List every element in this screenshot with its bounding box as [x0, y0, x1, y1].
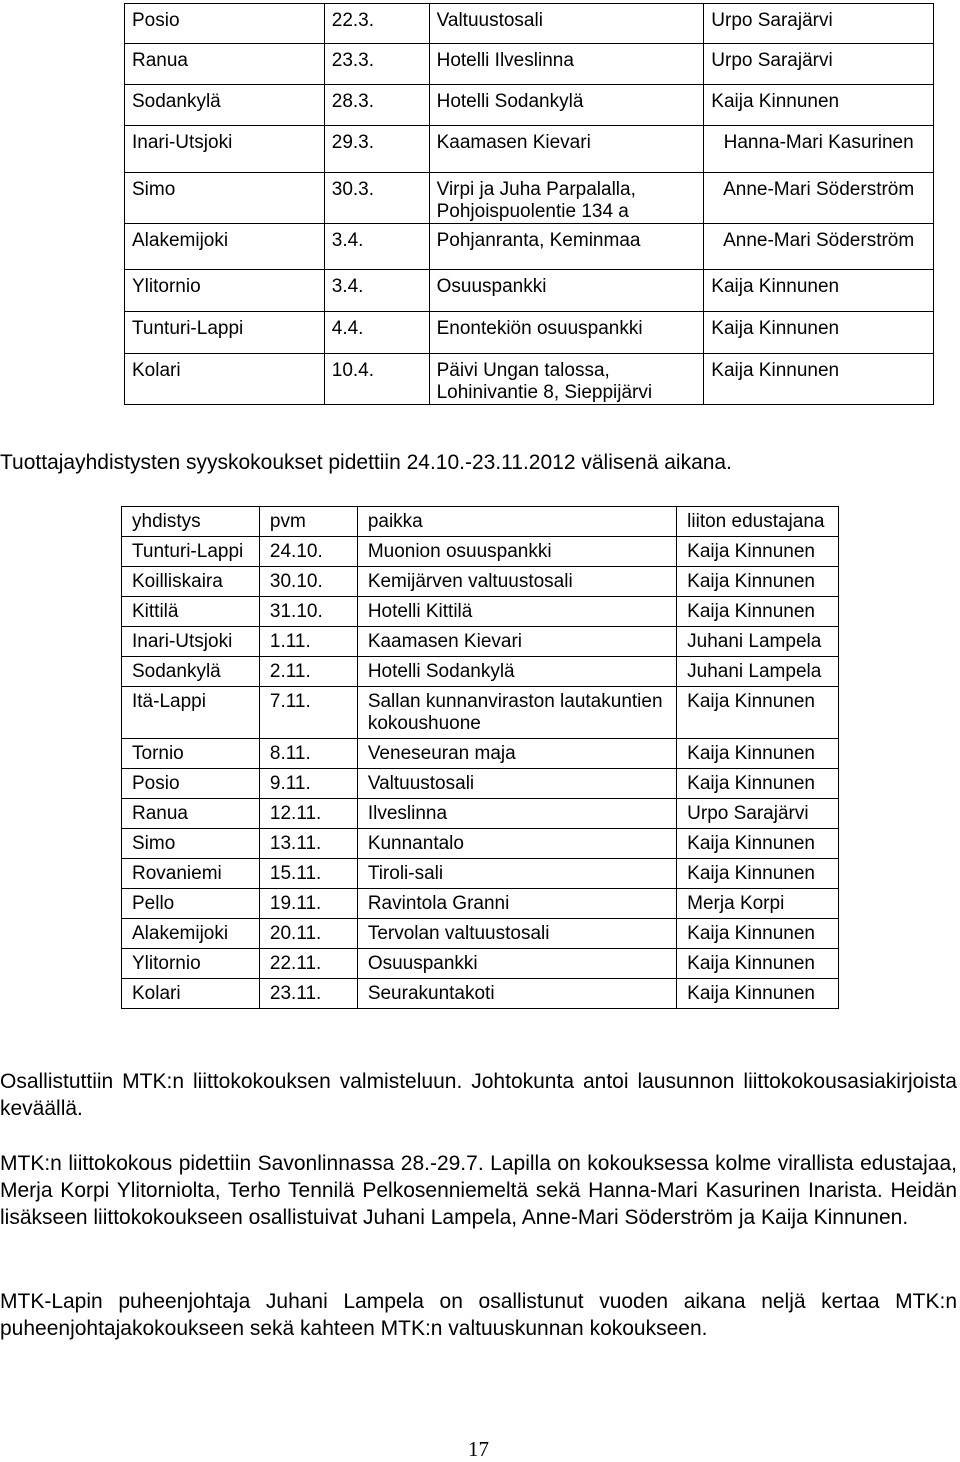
- table-cell: Kolari: [125, 354, 325, 405]
- table-cell: Anne-Mari Söderström: [704, 224, 934, 270]
- table-cell: Tornio: [122, 739, 260, 769]
- table-cell: Merja Korpi: [677, 889, 839, 919]
- table-cell: Alakemijoki: [125, 224, 325, 270]
- table-row: [125, 224, 934, 270]
- table-cell: 2.11.: [259, 657, 357, 687]
- table-cell: 23.3.: [324, 44, 429, 85]
- table-cell: 10.4.: [324, 354, 429, 405]
- table-cell: 31.10.: [259, 597, 357, 627]
- table-cell: Kaija Kinnunen: [677, 687, 839, 739]
- table-cell: Virpi ja Juha Parpalalla, Pohjoispuolentie 134 a: [429, 173, 704, 224]
- table-row: [122, 597, 839, 627]
- table-row: [125, 4, 934, 44]
- table-cell: 3.4.: [324, 270, 429, 312]
- table-cell: Kaija Kinnunen: [677, 979, 839, 1009]
- table-cell: Hotelli Ilveslinna: [429, 44, 704, 85]
- table-cell: Hotelli Sodankylä: [357, 657, 676, 687]
- table-cell: Sodankylä: [125, 85, 325, 126]
- table-cell: Veneseuran maja: [357, 739, 676, 769]
- table-cell: 22.3.: [324, 4, 429, 44]
- table-cell: Hanna-Mari Kasurinen: [704, 126, 934, 173]
- table-cell: 4.4.: [324, 312, 429, 354]
- table-cell: Kaija Kinnunen: [677, 739, 839, 769]
- table-cell: Muonion osuuspankki: [357, 537, 676, 567]
- table-cell: Simo: [122, 829, 260, 859]
- table-cell: Pohjanranta, Keminmaa: [429, 224, 704, 270]
- table-cell: Pello: [122, 889, 260, 919]
- table-row: [122, 687, 839, 739]
- table-cell: Juhani Lampela: [677, 627, 839, 657]
- table-cell: Posio: [122, 769, 260, 799]
- table-cell: 3.4.: [324, 224, 429, 270]
- table-cell: Valtuustosali: [357, 769, 676, 799]
- table-row: [125, 126, 934, 173]
- table-cell: Kaija Kinnunen: [704, 312, 934, 354]
- table1-body: [125, 4, 934, 405]
- table-cell: 1.11.: [259, 627, 357, 657]
- table-cell: Kaija Kinnunen: [677, 597, 839, 627]
- table-cell: Kunnantalo: [357, 829, 676, 859]
- table-cell: Osuuspankki: [429, 270, 704, 312]
- table-row: [122, 859, 839, 889]
- meetings-table-spring: [124, 3, 934, 405]
- table-cell: Kolari: [122, 979, 260, 1009]
- table-cell: Kaija Kinnunen: [677, 949, 839, 979]
- table-cell: 8.11.: [259, 739, 357, 769]
- table-cell: 30.10.: [259, 567, 357, 597]
- table-cell: Ilveslinna: [357, 799, 676, 829]
- header-cell: pvm: [259, 507, 357, 537]
- table-row: [122, 657, 839, 687]
- table-row: [125, 85, 934, 126]
- meetings-table-autumn: [121, 506, 839, 1009]
- table-cell: Kaamasen Kievari: [357, 627, 676, 657]
- table-cell: 24.10.: [259, 537, 357, 567]
- table-cell: 23.11.: [259, 979, 357, 1009]
- table-row: [122, 739, 839, 769]
- paragraph-1: Osallistuttiin MTK:n liittokokouksen valmisteluun. Johtokunta antoi lausunnon liittokokousasiakirjoista keväällä.: [0, 1070, 957, 1120]
- table-row: [122, 889, 839, 919]
- table-cell: 30.3.: [324, 173, 429, 224]
- table-cell: 9.11.: [259, 769, 357, 799]
- table-cell: Kittilä: [122, 597, 260, 627]
- table-cell: Enontekiön osuuspankki: [429, 312, 704, 354]
- table-cell: Ylitornio: [122, 949, 260, 979]
- table-cell: Urpo Sarajärvi: [704, 4, 934, 44]
- table-cell: Tiroli-sali: [357, 859, 676, 889]
- table-cell: 12.11.: [259, 799, 357, 829]
- table-row: [125, 354, 934, 405]
- table-cell: Kaija Kinnunen: [704, 270, 934, 312]
- table-row: [122, 537, 839, 567]
- table-cell: Juhani Lampela: [677, 657, 839, 687]
- table-cell: Päivi Ungan talossa, Lohinivantie 8, Sieppijärvi: [429, 354, 704, 405]
- table-cell: Anne-Mari Söderström: [704, 173, 934, 224]
- table-row: [122, 627, 839, 657]
- header-cell: liiton edustajana: [677, 507, 839, 537]
- table-cell: Alakemijoki: [122, 919, 260, 949]
- table-row: [122, 799, 839, 829]
- table-cell: Kaija Kinnunen: [704, 85, 934, 126]
- table-cell: 15.11.: [259, 859, 357, 889]
- table-cell: Inari-Utsjoki: [125, 126, 325, 173]
- header-cell: paikka: [357, 507, 676, 537]
- paragraph-2: MTK:n liittokokous pidettiin Savonlinnassa 28.-29.7. Lapilla on kokouksessa kolme virallista edustajaa, Merja Korpi Ylitorniolta, Terho Tennilä Pelkosenniemeltä sekä Hanna-Mari Kasurinen Inarista. Heidän lisäkseen liittokokoukseen osallistuivat Juhani Lampela, Anne-Mari Söderström ja Kaija Kinnunen.: [0, 1152, 957, 1229]
- table-cell: Kaija Kinnunen: [677, 537, 839, 567]
- table-cell: Kaija Kinnunen: [677, 919, 839, 949]
- table-cell: Ranua: [122, 799, 260, 829]
- table-cell: Tervolan valtuustosali: [357, 919, 676, 949]
- table-cell: Kaija Kinnunen: [677, 829, 839, 859]
- table-cell: 22.11.: [259, 949, 357, 979]
- table-cell: Kemijärven valtuustosali: [357, 567, 676, 597]
- table-cell: Tunturi-Lappi: [122, 537, 260, 567]
- table-cell: Posio: [125, 4, 325, 44]
- table-cell: Hotelli Sodankylä: [429, 85, 704, 126]
- table-row: [125, 44, 934, 85]
- table-cell: Sallan kunnanviraston lautakuntien kokoushuone: [357, 687, 676, 739]
- table-cell: Ranua: [125, 44, 325, 85]
- table-cell: Hotelli Kittilä: [357, 597, 676, 627]
- table-cell: 20.11.: [259, 919, 357, 949]
- page-number: 17: [468, 1437, 489, 1461]
- table-cell: Ravintola Granni: [357, 889, 676, 919]
- table-cell: Urpo Sarajärvi: [677, 799, 839, 829]
- table-cell: Rovaniemi: [122, 859, 260, 889]
- table-cell: 29.3.: [324, 126, 429, 173]
- table-row: [125, 173, 934, 224]
- table-row: [122, 979, 839, 1009]
- table-cell: 19.11.: [259, 889, 357, 919]
- table-cell: Ylitornio: [125, 270, 325, 312]
- table-cell: Kaija Kinnunen: [677, 769, 839, 799]
- table-cell: Sodankylä: [122, 657, 260, 687]
- table-cell: Osuuspankki: [357, 949, 676, 979]
- table-row: [122, 949, 839, 979]
- table-header-row: [122, 507, 839, 537]
- table-cell: 7.11.: [259, 687, 357, 739]
- table-row: [122, 769, 839, 799]
- table-cell: Simo: [125, 173, 325, 224]
- table-row: [122, 919, 839, 949]
- table-row: [125, 312, 934, 354]
- section-heading: Tuottajayhdistysten syyskokoukset pidettiin 24.10.-23.11.2012 välisenä aikana.: [0, 451, 732, 474]
- table-cell: Kaija Kinnunen: [704, 354, 934, 405]
- table-row: [125, 270, 934, 312]
- paragraph-3: MTK-Lapin puheenjohtaja Juhani Lampela on osallistunut vuoden aikana neljä kertaa MTK:n puheenjohtajakokoukseen sekä kahteen MTK:n valtuuskunnan kokoukseen.: [0, 1290, 957, 1340]
- table-cell: 28.3.: [324, 85, 429, 126]
- table-cell: Kaamasen Kievari: [429, 126, 704, 173]
- table-cell: Inari-Utsjoki: [122, 627, 260, 657]
- table-cell: Seurakuntakoti: [357, 979, 676, 1009]
- table-row: [122, 567, 839, 597]
- table-cell: Tunturi-Lappi: [125, 312, 325, 354]
- table-cell: 13.11.: [259, 829, 357, 859]
- table-cell: Urpo Sarajärvi: [704, 44, 934, 85]
- table-row: [122, 829, 839, 859]
- table-cell: Itä-Lappi: [122, 687, 260, 739]
- table-cell: Kaija Kinnunen: [677, 859, 839, 889]
- table-cell: Valtuustosali: [429, 4, 704, 44]
- header-cell: yhdistys: [122, 507, 260, 537]
- table-cell: Kaija Kinnunen: [677, 567, 839, 597]
- table-cell: Koilliskaira: [122, 567, 260, 597]
- table2-body: [122, 507, 839, 1009]
